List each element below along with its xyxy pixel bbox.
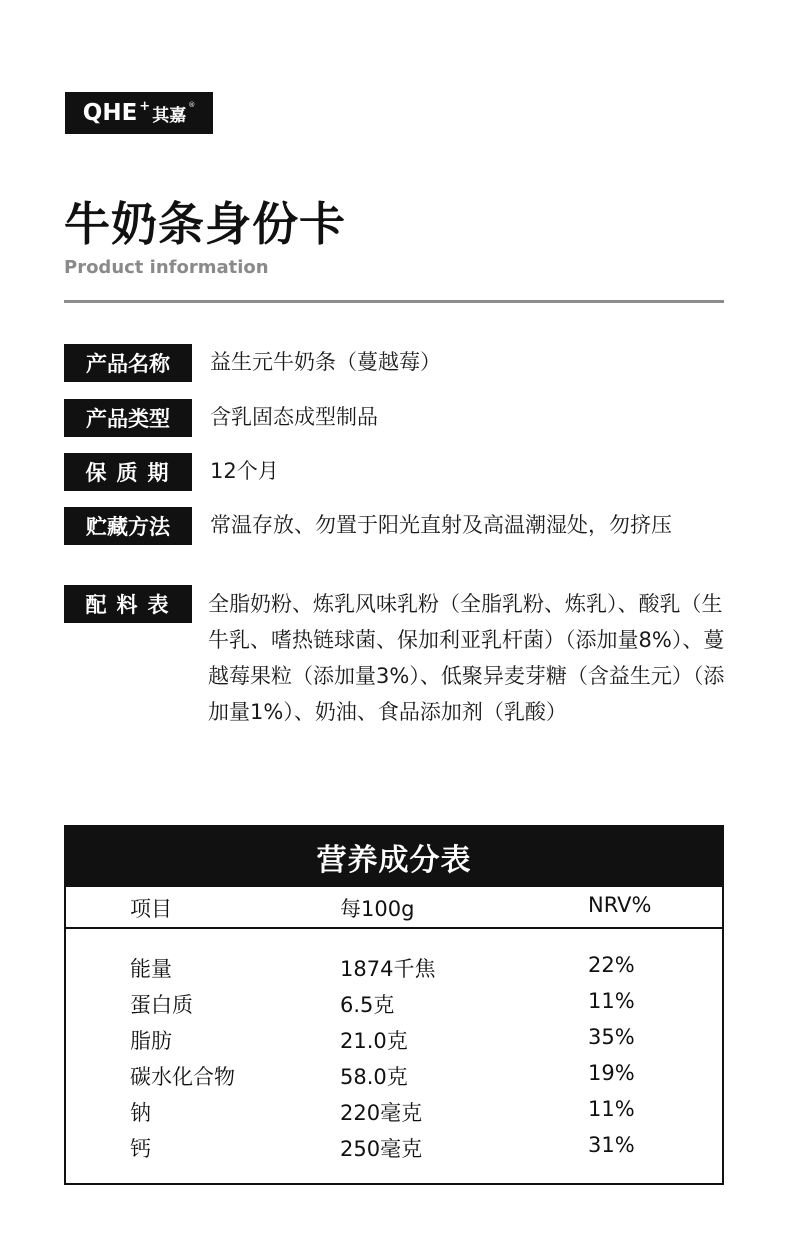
nutrient-amount: 250毫克 bbox=[340, 1137, 423, 1161]
nutrition-table bbox=[64, 825, 724, 1185]
table-row bbox=[66, 1057, 722, 1093]
nutrient-amount: 1874千焦 bbox=[340, 957, 436, 981]
info-label: 保质期 bbox=[64, 453, 192, 491]
logo-brand: QHE bbox=[82, 100, 138, 126]
info-label: 贮藏方法 bbox=[64, 507, 192, 545]
nutrient-name: 脂肪 bbox=[130, 1029, 172, 1053]
table-row bbox=[66, 1129, 722, 1165]
page-title: 牛奶条身份卡 bbox=[64, 197, 346, 251]
brand-logo bbox=[65, 92, 213, 134]
nutrient-nrv: 11% bbox=[588, 1097, 635, 1121]
table-row bbox=[66, 1021, 722, 1057]
nutrient-amount: 58.0克 bbox=[340, 1065, 408, 1089]
info-label: 产品类型 bbox=[64, 399, 192, 437]
column-header-nrv: NRV% bbox=[588, 893, 652, 917]
logo-registered-mark: ® bbox=[188, 101, 196, 109]
info-label: 配料表 bbox=[64, 585, 192, 623]
nutrient-nrv: 31% bbox=[588, 1133, 635, 1157]
nutrition-body bbox=[66, 929, 722, 1165]
info-label: 产品名称 bbox=[64, 344, 192, 382]
info-value: 12个月 bbox=[210, 459, 279, 483]
nutrient-name: 蛋白质 bbox=[130, 993, 193, 1017]
nutrient-nrv: 11% bbox=[588, 989, 635, 1013]
logo-plus: + bbox=[139, 98, 151, 114]
nutrient-amount: 6.5克 bbox=[340, 993, 395, 1017]
nutrient-amount: 220毫克 bbox=[340, 1101, 423, 1125]
column-header-item: 项目 bbox=[130, 897, 172, 921]
info-value: 含乳固态成型制品 bbox=[210, 405, 378, 429]
divider bbox=[64, 300, 724, 303]
nutrient-nrv: 35% bbox=[588, 1025, 635, 1049]
column-header-per-100g: 每100g bbox=[340, 897, 415, 921]
table-row bbox=[66, 985, 722, 1021]
nutrient-amount: 21.0克 bbox=[340, 1029, 408, 1053]
table-row bbox=[66, 1093, 722, 1129]
logo-chinese-name: 其嘉 bbox=[152, 105, 187, 126]
info-value: 益生元牛奶条（蔓越莓） bbox=[210, 350, 441, 374]
nutrient-name: 钙 bbox=[130, 1137, 151, 1161]
page-subtitle: Product information bbox=[64, 257, 269, 278]
nutrient-name: 钠 bbox=[130, 1101, 151, 1125]
info-value: 全脂奶粉、炼乳风味乳粉（全脂乳粉、炼乳）、酸乳（生牛乳、嗜热链球菌、保加利亚乳杆菌）（添加量8%）、蔓越莓果粒（添加量3%）、低聚异麦芽糖（含益生元）（添加量1%）、奶油、食品添加剂（乳酸） bbox=[208, 592, 725, 724]
nutrient-name: 能量 bbox=[130, 957, 172, 981]
nutrient-nrv: 19% bbox=[588, 1061, 635, 1085]
nutrient-name: 碳水化合物 bbox=[130, 1065, 235, 1089]
info-value: 常温存放、勿置于阳光直射及高温潮湿处，勿挤压 bbox=[210, 513, 672, 537]
nutrient-nrv: 22% bbox=[588, 953, 635, 977]
table-row bbox=[66, 949, 722, 985]
nutrition-header-row bbox=[66, 887, 722, 929]
nutrition-title: 营养成分表 bbox=[66, 827, 722, 887]
